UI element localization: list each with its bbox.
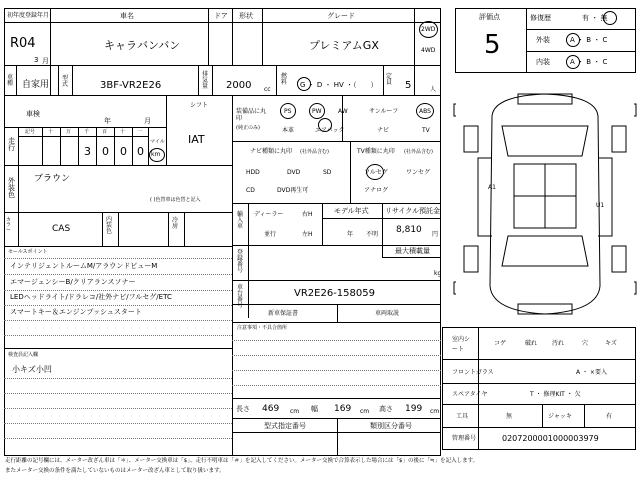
tv-analog: アナログ (364, 187, 389, 194)
drive-4wd: 4WD (421, 47, 436, 54)
recycle-value: 8,810 (396, 225, 422, 235)
disp-unit: cc (264, 86, 271, 93)
len-unit: cm (290, 408, 300, 415)
equip-abs: ABS (419, 108, 431, 115)
aircon-label: 冷房 (172, 217, 179, 230)
wid-value: 169 (334, 404, 352, 414)
reg-era-year: R04 (10, 36, 36, 51)
footer-note: またメーター交換の条件を満たしていないものはメーター改ざん車として取り扱います。 (5, 468, 225, 474)
int-label: 内装 (536, 58, 550, 66)
inspect-month: 月 (144, 117, 151, 125)
model-year-unknown: 不明 (366, 231, 379, 238)
frame-value: VR2E26-158059 (294, 288, 375, 299)
mileage-digit: 0 (120, 145, 127, 158)
type-label: 型式 (62, 75, 69, 88)
tools-label: 工具 (456, 413, 469, 420)
reg-month-unit: 月 (42, 57, 49, 65)
tv-fullseg: フルセグ (364, 169, 388, 176)
warranty-new: 新車保証書 (268, 310, 299, 317)
equip-label: 装備品に丸印 (236, 108, 267, 122)
jack-value: 有 (606, 413, 613, 420)
mark-a1: A1 (488, 184, 496, 191)
navi-dvd-play: DVD再生可 (277, 187, 309, 194)
color-value: ブラウン (34, 174, 71, 184)
fuel-label: 燃料 (281, 73, 288, 86)
inspect-label: 車検 (26, 110, 40, 118)
shift-label: シフト (190, 102, 209, 109)
mark-u1: U1 (596, 202, 605, 209)
notes-label: 注意事項・不具合箇所 (237, 325, 288, 331)
repair-value: 有 ・ 無 (582, 14, 608, 22)
disp-value: 2000 (226, 80, 252, 91)
model-year-year: 年 (347, 231, 354, 238)
cap-unit: 人 (430, 86, 437, 93)
mileage-hdr-ten-thousand: 十 (48, 129, 54, 135)
frame-label: 車台番号 (237, 284, 244, 309)
sales-line: スマートキー＆エンジンプッシュスタート (10, 308, 142, 316)
navi-dvd: DVD (287, 169, 301, 176)
seat-item: キズ (605, 340, 617, 347)
cap-label: 定員 (386, 73, 393, 86)
navi-note: (社外品含む) (300, 149, 329, 155)
mileage-hdr-juu: 十 (120, 129, 126, 135)
door-label: ドア (214, 12, 228, 20)
mileage-digit: 0 (137, 145, 144, 158)
wid-unit: cm (360, 408, 370, 415)
shape-label: 形状 (239, 12, 253, 20)
tools-value: 無 (506, 413, 513, 420)
sales-label: セールスポイント (8, 249, 48, 255)
hgt-label: 高さ (379, 405, 393, 413)
sales-line: インテリジェントルームM/アラウンドビューM (10, 262, 158, 270)
sales-line: エマージェンシーB/クリアランスソナー (10, 278, 136, 286)
glass-value: A ・ ×要入 (576, 369, 607, 376)
inspector-label: 検査員記入欄 (8, 352, 39, 358)
seat-label: 室内シート (452, 336, 471, 353)
equip-sunroof: サンルーフ (369, 108, 399, 115)
mgmt-value: 0207200001000003979 (502, 434, 599, 443)
mileage-unit-km: km (151, 151, 161, 158)
shift-value: IAT (188, 133, 205, 146)
recycle-label: リサイクル預託金 (385, 207, 441, 215)
spare-label: スペアタイヤ (452, 391, 488, 398)
tv-note: (社外品含む) (404, 149, 433, 155)
import-left-h: 左H (302, 231, 313, 238)
reg-month: 3 (34, 56, 39, 64)
int-grades: A ・ B ・ C (570, 58, 608, 66)
warranty-record: 車両取説 (375, 310, 400, 317)
mileage-label: 走行 (8, 137, 15, 152)
inspect-year: 年 (104, 117, 111, 125)
interior-color-label: 内装色 (106, 216, 113, 235)
jack-label: ジャッキ (548, 413, 572, 420)
weight-label: 最大積載量 (395, 247, 430, 255)
kind-label: 車種 (7, 74, 14, 87)
hgt-value: 199 (405, 404, 423, 414)
color-note: ( )色替車は色替と記入 (150, 197, 201, 203)
drive-2wd: 2WD (421, 26, 436, 33)
len-label: 長さ (236, 405, 250, 413)
mileage-hdr-sen: 千 (84, 129, 90, 135)
glass-label: フロントガラス (452, 369, 494, 376)
model-value: 3BF-VR2E26 (100, 80, 162, 91)
tv-label: TV種類に丸印 (357, 148, 395, 155)
navi-label: ナビ種類に丸印 (250, 148, 293, 155)
import-dealer: ディーラー (254, 211, 284, 218)
cap-value: 5 (405, 80, 412, 91)
footer-note: 走行距離の記号欄には、メーター改ざん車は「＊」、メーター交換車は「$」、走行不明車は「＃」を記入してください。メーター交換で合算表示した場合には「$」の後に「≒」を記入します。 (5, 458, 479, 464)
seat-item: 汚れ (552, 340, 565, 347)
grade-value: プレミアムGX (309, 39, 379, 52)
import-parallel: 並行 (264, 231, 277, 238)
color-label: 外装色 (8, 177, 15, 199)
sales-line: LEDヘッドライト/ドラレコ/社外ナビ/フルセグ/ETC (10, 293, 172, 301)
spare-value: T ・ 修理KIT ・ 欠 (530, 391, 581, 398)
wid-label: 幅 (311, 405, 318, 413)
equip-ps: PS (284, 108, 292, 115)
weight-unit: kg (434, 270, 442, 277)
reg-year-label: 初年度登録年月 (7, 12, 50, 19)
seat-item: コゲ (494, 340, 507, 347)
disp-label: 排気量 (202, 71, 209, 90)
equip-airbag: エアバック (315, 127, 345, 134)
hgt-unit: cm (430, 408, 440, 415)
mileage-digit: 0 (102, 145, 109, 158)
model-year-label: モデル年式 (334, 207, 369, 215)
type-cert-label: 型式指定番号 (264, 422, 306, 430)
repair-label: 修復歴 (530, 14, 551, 22)
car-name-value: キャラバンバン (104, 39, 181, 52)
repair-circle (603, 11, 617, 25)
seat-item: 穴 (582, 340, 589, 347)
inspector-value: 小キズ小凹 (12, 365, 52, 374)
navi-cd: CD (246, 187, 255, 194)
score-value: 5 (484, 30, 501, 60)
seat-item: 破れ (525, 340, 538, 347)
import-right-h: 右H (302, 211, 313, 218)
ext-grades: A ・ B ・ C (570, 36, 608, 44)
reg-no-label: 登録番号 (237, 249, 244, 274)
class-label: 類別区分番号 (370, 422, 412, 430)
kind-value: 自家用 (22, 80, 50, 90)
mileage-digit: 3 (84, 145, 91, 158)
import-label: 輸入車 (237, 211, 244, 230)
equip-aw: AW (338, 108, 348, 115)
mileage-hdr-mark: 記号 (25, 129, 36, 135)
fuel-value: G ・ D ・ HV ・（ ） (300, 81, 378, 89)
score-label: 評価点 (479, 13, 500, 21)
equip-leather: 本革 (282, 127, 295, 134)
equip-tv: TV (422, 127, 430, 134)
mgmt-label: 管理番号 (452, 435, 477, 442)
colorcode-value: CAS (52, 224, 71, 234)
navi-sd: SD (323, 169, 332, 176)
recycle-unit: 円 (432, 231, 439, 238)
car-damage-diagram (452, 86, 638, 322)
mileage-unit-mile: マイル (150, 139, 165, 145)
len-value: 469 (262, 404, 280, 414)
equip-sub: (純正のみ) (236, 125, 260, 131)
navi-hdd: HDD (246, 169, 260, 176)
car-name-label: 車名 (120, 12, 134, 20)
grade-label: グレード (327, 12, 355, 20)
tv-oneseg: ワンセグ (406, 169, 431, 176)
equip-pw: PW (312, 108, 322, 115)
ext-label: 外装 (536, 36, 550, 44)
mileage-hdr-man: 万 (66, 129, 72, 135)
colorcode-label: カラー (6, 217, 12, 233)
equip-navi: ナビ (377, 127, 390, 134)
mileage-hdr-ichi: 一 (137, 129, 143, 135)
mileage-hdr-hyaku: 百 (102, 129, 108, 135)
